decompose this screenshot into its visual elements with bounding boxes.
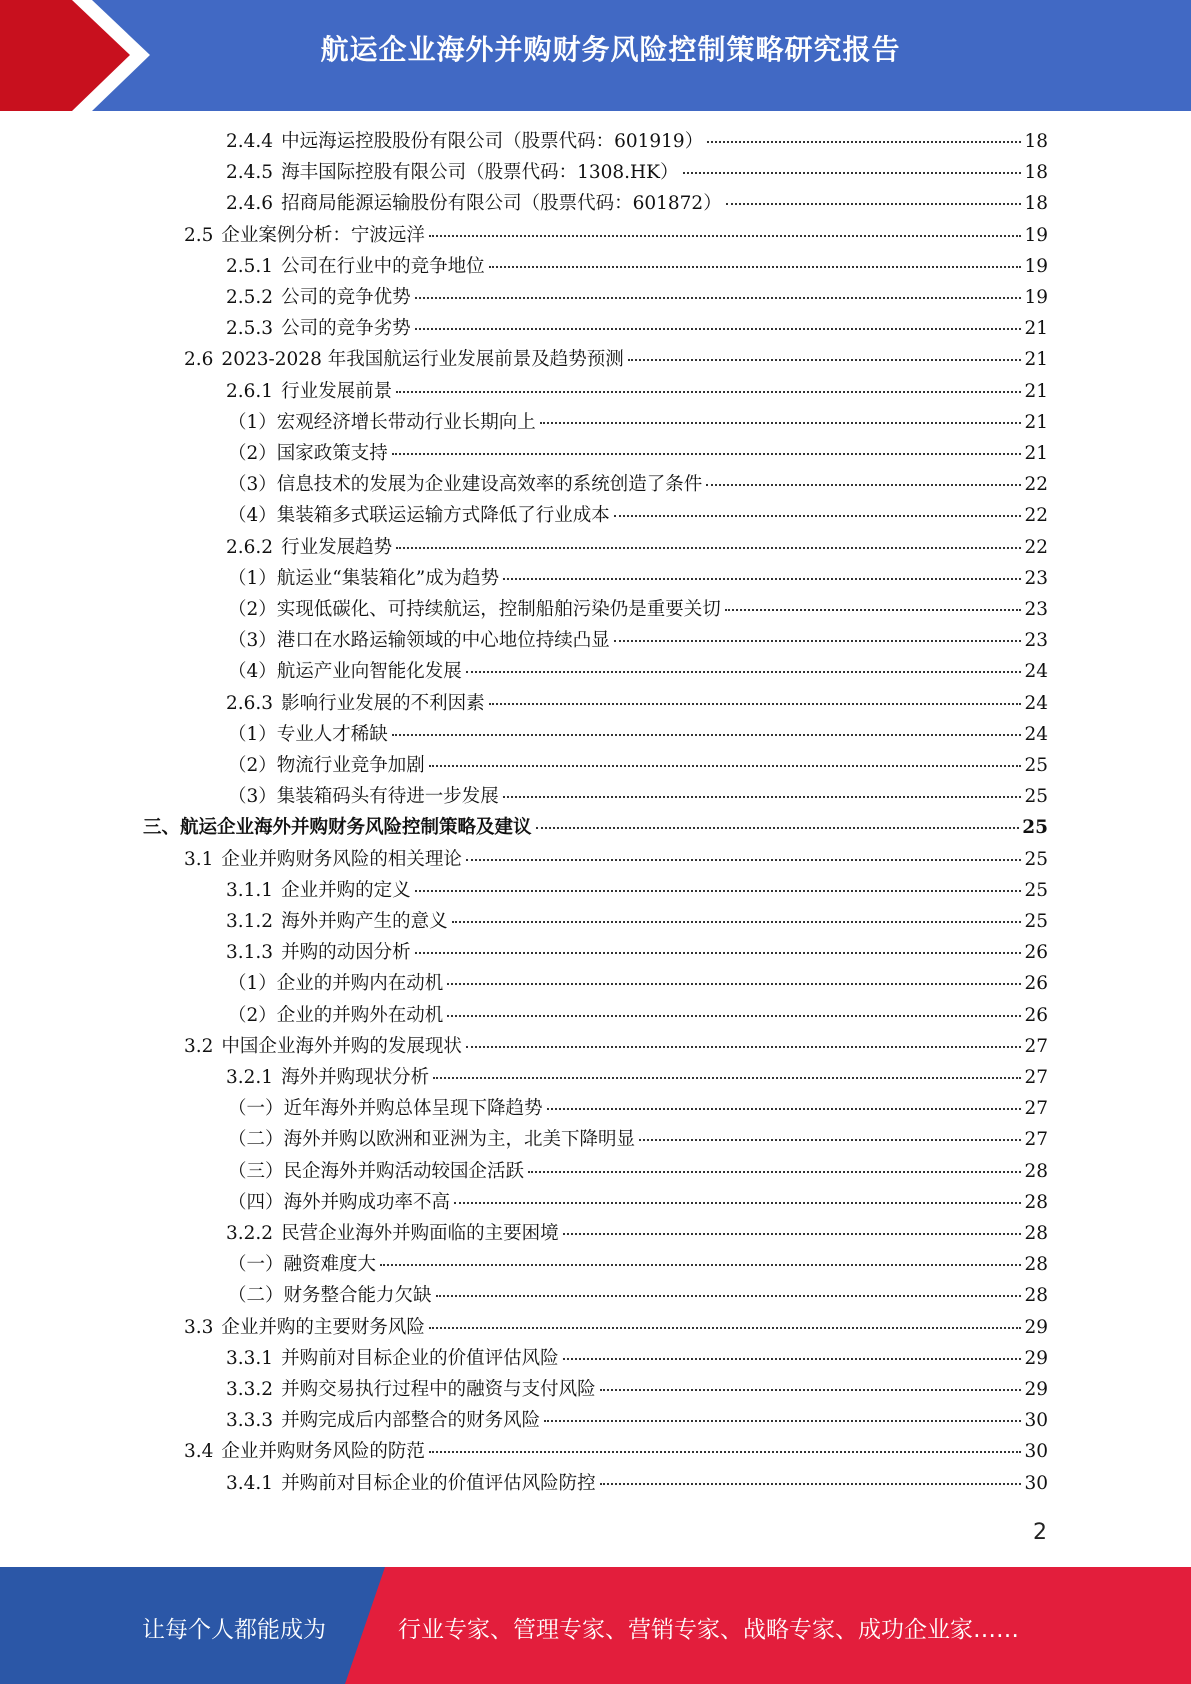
toc-entry-title — [226, 1375, 596, 1401]
toc-dot-leader — [600, 1388, 1022, 1391]
toc-entry-title — [226, 127, 703, 153]
toc-entry-title — [228, 408, 536, 434]
toc-dot-leader — [489, 265, 1022, 268]
toc-dot-leader — [706, 483, 1021, 486]
toc-dot-leader — [454, 1201, 1021, 1204]
toc-entry-text: （3）信息技术的发展为企业建设高效率的系统创造了条件 — [228, 474, 703, 496]
toc-dot-leader — [563, 1232, 1022, 1235]
toc-dot-leader — [503, 577, 1021, 580]
toc-entry[interactable] — [0, 158, 1191, 189]
toc-entry[interactable] — [0, 938, 1191, 969]
toc-entry-page: 19 — [1024, 287, 1048, 308]
toc-entry-page: 22 — [1024, 474, 1048, 496]
toc-entry-page: 27 — [1024, 1035, 1048, 1057]
toc-entry-number: 2.6 — [184, 349, 214, 371]
toc-entry-page: 26 — [1024, 1004, 1048, 1026]
toc-entry-text: （四）海外并购成功率不高 — [228, 1191, 451, 1213]
toc-entry-text: 企业并购的主要财务风险 — [221, 1316, 425, 1338]
toc-entry-page: 25 — [1024, 848, 1048, 870]
toc-dot-leader — [600, 1482, 1022, 1485]
toc-entry-page: 27 — [1024, 1067, 1048, 1088]
toc-dot-leader — [452, 920, 1022, 923]
toc-entry-page: 23 — [1024, 630, 1048, 652]
toc-dot-leader — [489, 702, 1022, 705]
header-arrow-decoration — [0, 0, 160, 111]
toc-dot-leader — [466, 670, 1022, 673]
toc-entry[interactable] — [0, 1063, 1191, 1094]
toc-entry-number: 2.5.2 — [226, 287, 274, 308]
toc-entry[interactable] — [0, 501, 1191, 532]
toc-entry-number: 3.1 — [184, 848, 214, 870]
toc-entry-text: 并购交易执行过程中的融资与支付风险 — [281, 1379, 596, 1400]
toc-entry-number: 3.3.3 — [226, 1410, 274, 1432]
toc-entry-text: （3）港口在水路运输领域的中心地位持续凸显 — [228, 630, 610, 652]
toc-entry-text: （2）物流行业竞争加剧 — [228, 755, 425, 776]
toc-dot-leader — [614, 514, 1022, 517]
toc-entry-title — [226, 158, 679, 184]
toc-entry[interactable] — [0, 782, 1191, 813]
toc-entry-text: （1）航运业“集装箱化”成为趋势 — [228, 567, 500, 589]
toc-entry-number: 2.5.1 — [226, 255, 274, 277]
toc-entry[interactable] — [0, 533, 1191, 564]
toc-dot-leader — [429, 764, 1022, 767]
toc-entry[interactable] — [0, 626, 1191, 657]
toc-entry[interactable] — [0, 1094, 1191, 1125]
toc-dot-leader — [415, 951, 1022, 954]
toc-entry-page: 25 — [1024, 786, 1048, 808]
toc-entry-page: 28 — [1024, 1191, 1048, 1213]
toc-entry-text: （二）财务整合能力欠缺 — [228, 1285, 432, 1307]
toc-entry-page: 27 — [1024, 1098, 1048, 1120]
toc-entry-number: 3.1.1 — [226, 879, 274, 901]
toc-entry-page: 23 — [1024, 567, 1048, 589]
toc-entry-number: 2.5 — [184, 224, 214, 246]
toc-entry[interactable] — [0, 377, 1191, 408]
toc-entry[interactable] — [0, 876, 1191, 907]
toc-dot-leader — [429, 234, 1022, 237]
toc-entry-title — [226, 907, 448, 933]
toc-entry[interactable] — [0, 751, 1191, 782]
toc-entry-text: 并购前对目标企业的价值评估风险防控 — [281, 1472, 596, 1494]
toc-dot-leader — [726, 202, 1022, 205]
toc-entry-number: 2.4.4 — [226, 131, 274, 152]
toc-entry-page: 21 — [1024, 349, 1048, 371]
toc-entry-title — [228, 1125, 635, 1151]
toc-entry-text: 并购的动因分析 — [281, 942, 411, 964]
toc-entry-page: 23 — [1024, 599, 1048, 620]
toc-entry[interactable] — [0, 1437, 1191, 1468]
toc-entry[interactable] — [0, 1281, 1191, 1312]
toc-entry-text: （一）近年海外并购总体呈现下降趋势 — [228, 1098, 543, 1120]
toc-dot-leader — [415, 327, 1022, 330]
toc-entry-title — [226, 1063, 429, 1089]
toc-dot-leader — [503, 795, 1022, 798]
toc-dot-leader — [392, 733, 1022, 736]
toc-entry-number: 2.6.3 — [226, 692, 274, 714]
toc-entry-page: 18 — [1024, 162, 1048, 184]
toc-entry-text: 影响行业发展的不利因素 — [281, 692, 485, 714]
toc-entry-title — [228, 470, 702, 496]
toc-entry-title — [226, 377, 392, 403]
toc-entry-page: 18 — [1024, 131, 1048, 152]
toc-entry[interactable] — [0, 1125, 1191, 1156]
toc-entry-title — [228, 720, 388, 746]
toc-entry-text: （1）企业的并购内在动机 — [228, 973, 444, 995]
toc-entry-title — [226, 533, 392, 559]
toc-entry-title — [184, 221, 425, 247]
toc-entry-text: 企业并购的定义 — [281, 879, 411, 901]
toc-entry-title — [228, 1250, 376, 1276]
page-header — [0, 0, 1191, 111]
toc-entry[interactable] — [0, 1406, 1191, 1437]
toc-entry[interactable] — [0, 1032, 1191, 1063]
toc-entry[interactable] — [0, 1188, 1191, 1219]
toc-entry-page: 19 — [1024, 255, 1048, 277]
toc-entry-number: 3.1.2 — [226, 911, 274, 932]
toc-entry-page: 28 — [1024, 1160, 1048, 1182]
footer-slogan-left: 让每个人都能成为 — [142, 1617, 326, 1643]
toc-dot-leader — [536, 826, 1020, 829]
toc-entry-text: 2023-2028 年我国航运行业发展前景及趋势预测 — [221, 349, 624, 371]
toc-entry-text: 海外并购现状分析 — [281, 1067, 430, 1088]
toc-entry-number: 2.6.2 — [226, 536, 274, 558]
toc-entry-text: 海外并购产生的意义 — [281, 911, 448, 932]
toc-entry-page: 27 — [1024, 1129, 1048, 1151]
toc-entry-text: 民营企业海外并购面临的主要困境 — [281, 1223, 559, 1244]
toc-entry-title — [228, 969, 443, 995]
toc-entry-number: 3.4.1 — [226, 1472, 274, 1494]
toc-entry-text: 公司在行业中的竞争地位 — [281, 255, 485, 277]
toc-entry-title — [226, 876, 411, 902]
page-footer — [0, 1567, 1191, 1684]
toc-entry-page: 28 — [1024, 1223, 1048, 1244]
toc-entry-title — [226, 283, 411, 309]
toc-entry-page: 24 — [1024, 692, 1048, 714]
toc-entry-page: 21 — [1024, 443, 1048, 464]
toc-entry-page: 28 — [1024, 1285, 1048, 1307]
toc-entry-page: 29 — [1024, 1316, 1048, 1338]
toc-dot-leader — [540, 421, 1022, 424]
toc-entry-number: 2.4.5 — [226, 162, 274, 184]
toc-entry-text: （1）专业人才稀缺 — [228, 723, 388, 745]
toc-entry-page: 30 — [1024, 1472, 1048, 1494]
toc-entry-number: 3.2 — [184, 1035, 214, 1057]
toc-entry-text: 公司的竞争劣势 — [281, 318, 411, 340]
toc-entry-text: （4）集装箱多式联运运输方式降低了行业成本 — [228, 505, 610, 527]
toc-entry[interactable] — [0, 1001, 1191, 1032]
toc-entry-title — [184, 1032, 462, 1058]
toc-entry[interactable] — [0, 314, 1191, 345]
toc-entry[interactable] — [0, 595, 1191, 626]
toc-entry[interactable] — [0, 1250, 1191, 1281]
footer-slogan-right: 行业专家、管理专家、营销专家、战略专家、成功企业家…… — [398, 1617, 1019, 1643]
toc-entry-text: 中国企业海外并购的发展现状 — [221, 1035, 462, 1057]
toc-entry[interactable] — [0, 689, 1191, 720]
page-number: 2 — [1033, 1520, 1047, 1545]
toc-entry-text: 行业发展前景 — [281, 380, 393, 402]
toc-dot-leader — [433, 1076, 1021, 1079]
toc-entry-title — [226, 689, 485, 715]
toc-entry-page: 21 — [1024, 318, 1048, 340]
toc-dot-leader — [392, 452, 1022, 455]
toc-entry-text: 企业并购财务风险的相关理论 — [221, 848, 462, 870]
toc-entry[interactable] — [0, 1157, 1191, 1188]
toc-entry-text: （4）航运产业向智能化发展 — [228, 661, 462, 683]
toc-dot-leader — [528, 1170, 1021, 1173]
toc-dot-leader — [396, 390, 1021, 393]
toc-entry[interactable] — [0, 845, 1191, 876]
toc-entry-page: 26 — [1024, 973, 1048, 995]
toc-entry[interactable] — [0, 345, 1191, 376]
toc-dot-leader — [683, 171, 1022, 174]
toc-entry-page: 24 — [1024, 661, 1048, 683]
toc-entry[interactable] — [0, 252, 1191, 283]
toc-dot-leader — [725, 608, 1022, 611]
toc-entry-text: 并购前对目标企业的价值评估风险 — [281, 1347, 559, 1369]
toc-entry[interactable] — [0, 1469, 1191, 1500]
toc-entry-title — [228, 1157, 524, 1183]
toc-entry-title — [228, 1188, 450, 1214]
toc-entry-title — [184, 1437, 425, 1463]
toc-entry-number: 3.3.2 — [226, 1379, 274, 1400]
toc-entry-number: 2.5.3 — [226, 318, 274, 340]
toc-dot-leader — [429, 1450, 1022, 1453]
toc-entry-page: 21 — [1024, 380, 1048, 402]
toc-entry-title — [228, 439, 388, 465]
toc-entry-page: 29 — [1024, 1379, 1048, 1400]
toc-entry-title — [228, 626, 610, 652]
toc-entry-page: 22 — [1024, 505, 1048, 527]
toc-entry-title — [228, 657, 462, 683]
toc-entry-title — [226, 314, 411, 340]
toc-dot-leader — [447, 1014, 1021, 1017]
toc-entry-title — [226, 938, 411, 964]
toc-entry-page: 22 — [1024, 536, 1048, 558]
toc-entry-page: 24 — [1024, 723, 1048, 745]
toc-dot-leader — [436, 1294, 1022, 1297]
toc-entry-title — [228, 501, 610, 527]
toc-entry[interactable] — [0, 1344, 1191, 1375]
toc-entry-text: 行业发展趋势 — [281, 536, 393, 558]
toc-dot-leader — [544, 1419, 1021, 1422]
toc-entry[interactable] — [0, 408, 1191, 439]
toc-dot-leader — [415, 296, 1022, 299]
toc-entry[interactable] — [0, 439, 1191, 470]
toc-entry[interactable] — [0, 1219, 1191, 1250]
toc-entry-title — [228, 1001, 443, 1027]
toc-entry-title — [226, 189, 722, 215]
page-header-title: 航运企业海外并购财务风险控制策略研究报告 — [320, 33, 901, 66]
toc-entry[interactable] — [0, 1375, 1191, 1406]
toc-entry-title — [228, 782, 499, 808]
toc-entry-title — [184, 845, 462, 871]
toc-entry-number: 3.3.1 — [226, 1347, 274, 1369]
toc-entry-page: 19 — [1024, 224, 1048, 246]
toc-entry[interactable] — [0, 720, 1191, 751]
toc-dot-leader — [447, 982, 1021, 985]
toc-entry[interactable] — [0, 127, 1191, 158]
toc-dot-leader — [628, 358, 1022, 361]
toc-entry-title — [226, 1344, 559, 1370]
toc-entry-page: 28 — [1024, 1254, 1048, 1276]
toc-entry-text: （2）企业的并购外在动机 — [228, 1004, 444, 1026]
toc-dot-leader — [707, 140, 1021, 143]
toc-entry-page: 26 — [1024, 942, 1048, 964]
toc-entry-text: 海丰国际控股有限公司（股票代码：1308.HK） — [281, 162, 679, 184]
toc-entry[interactable] — [0, 657, 1191, 688]
toc-entry-number: 3.2.1 — [226, 1067, 274, 1088]
toc-entry-text: （1）宏观经济增长带动行业长期向上 — [228, 411, 536, 433]
toc-entry[interactable] — [0, 470, 1191, 501]
toc-entry-page: 18 — [1024, 193, 1048, 215]
toc-entry[interactable] — [0, 907, 1191, 938]
toc-entry-page: 25 — [1024, 755, 1048, 776]
toc-entry-text: （3）集装箱码头有待进一步发展 — [228, 786, 499, 808]
toc-dot-leader — [466, 1045, 1022, 1048]
toc-dot-leader — [380, 1263, 1021, 1266]
toc-entry[interactable] — [0, 283, 1191, 314]
toc-entry-text: 并购完成后内部整合的财务风险 — [281, 1410, 541, 1432]
toc-dot-leader — [429, 1326, 1022, 1329]
toc-entry-text: （一）融资难度大 — [228, 1254, 377, 1276]
toc-entry-title — [226, 1219, 559, 1245]
toc-entry-page: 25 — [1024, 911, 1048, 932]
toc-entry-number: 3.4 — [184, 1441, 214, 1463]
toc-entry-text: 企业案例分析：宁波远洋 — [221, 224, 425, 246]
toc-entry-title — [228, 751, 425, 777]
toc-dot-leader — [396, 546, 1021, 549]
toc-entry-number: 3.1.3 — [226, 942, 274, 964]
toc-entry-page: 29 — [1024, 1347, 1048, 1369]
toc-entry-title — [228, 1094, 543, 1120]
toc-entry[interactable] — [0, 813, 1191, 844]
toc-entry-text: 企业并购财务风险的防范 — [221, 1441, 425, 1463]
toc-entry[interactable] — [0, 1313, 1191, 1344]
toc-entry-page: 30 — [1024, 1441, 1048, 1463]
toc-entry-title — [228, 595, 721, 621]
toc-entry-text: （二）海外并购以欧洲和亚洲为主，北美下降明显 — [228, 1129, 636, 1151]
toc-dot-leader — [415, 889, 1022, 892]
toc-entry-title — [143, 813, 532, 839]
toc-entry-page: 21 — [1024, 411, 1048, 433]
toc-dot-leader — [614, 639, 1022, 642]
toc-entry[interactable] — [0, 969, 1191, 1000]
toc-entry-text: 三、航运企业海外并购财务风险控制策略及建议 — [143, 817, 532, 839]
toc-entry-title — [228, 1281, 432, 1307]
toc-entry-number: 2.6.1 — [226, 380, 274, 402]
toc-entry-page: 25 — [1022, 817, 1048, 839]
toc-entry-text: （2）国家政策支持 — [228, 443, 388, 464]
toc-entry-title — [226, 252, 485, 278]
toc-entry-text: 公司的竞争优势 — [281, 287, 411, 308]
toc-entry-text: （三）民企海外并购活动较国企活跃 — [228, 1160, 525, 1182]
toc-entry-title — [228, 564, 499, 590]
toc-entry-number: 2.4.6 — [226, 193, 274, 215]
toc-entry-text: 中远海运控股股份有限公司（股票代码：601919） — [281, 131, 704, 152]
toc-entry-page: 30 — [1024, 1410, 1048, 1432]
toc-entry[interactable] — [0, 564, 1191, 595]
toc-entry[interactable] — [0, 221, 1191, 252]
toc-entry-title — [184, 345, 624, 371]
toc-entry-title — [226, 1469, 596, 1495]
toc-dot-leader — [563, 1357, 1022, 1360]
toc-dot-leader — [466, 858, 1022, 861]
toc-entry[interactable] — [0, 189, 1191, 220]
toc-entry-page: 25 — [1024, 879, 1048, 901]
toc-entry-number: 3.3 — [184, 1316, 214, 1338]
toc-entry-text: （2）实现低碳化、可持续航运，控制船舶污染仍是重要关切 — [228, 599, 721, 620]
toc-entry-title — [226, 1406, 540, 1432]
toc-dot-leader — [639, 1138, 1021, 1141]
toc-dot-leader — [547, 1107, 1022, 1110]
toc-entry-title — [184, 1313, 425, 1339]
toc-entry-number: 3.2.2 — [226, 1223, 274, 1244]
toc-entry-text: 招商局能源运输股份有限公司（股票代码：601872） — [281, 193, 722, 215]
